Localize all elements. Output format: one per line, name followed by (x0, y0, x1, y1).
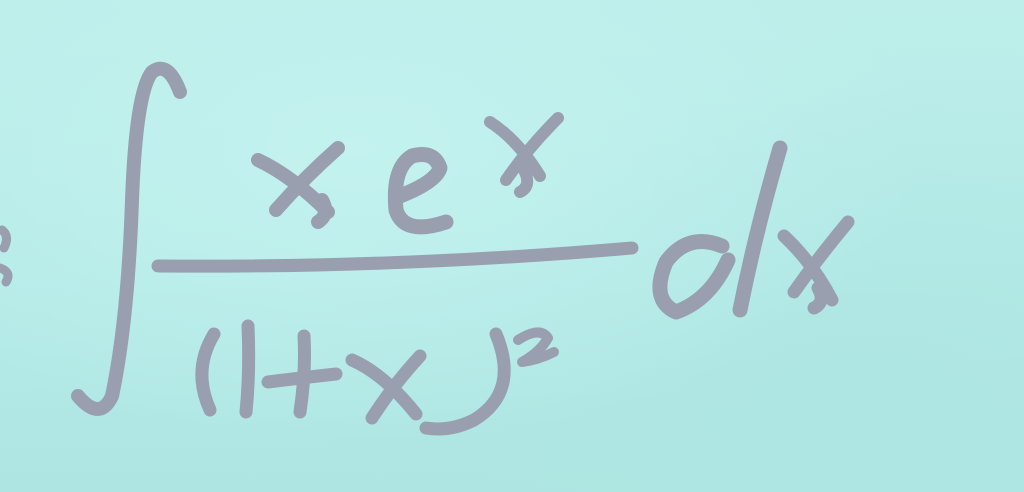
differential-d (660, 148, 780, 312)
left-edge-mark (0, 230, 8, 282)
denominator-one (246, 326, 249, 412)
denominator-close-paren (426, 334, 504, 429)
denominator-open-paren (202, 334, 214, 410)
exponent-x (490, 118, 558, 192)
numerator-x (258, 148, 338, 222)
fraction-bar (158, 248, 632, 266)
denominator-squared (518, 332, 554, 362)
integral-sign (78, 69, 180, 409)
denominator-plus (268, 336, 336, 412)
differential-x (784, 222, 848, 308)
numerator-e (395, 155, 446, 227)
denominator-x (352, 356, 420, 418)
